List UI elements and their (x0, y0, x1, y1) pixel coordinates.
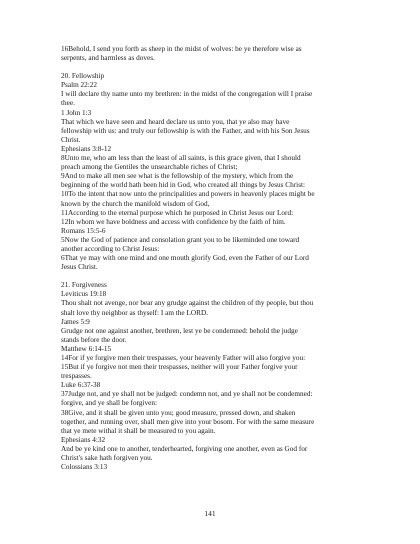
text-line: trespasses. (61, 372, 92, 381)
text-line: Christ's sake hath forgiven you. (61, 454, 153, 463)
text-line: serpents, and harmless as doves. (61, 54, 155, 63)
text-line: 21. Forgiveness (61, 281, 107, 290)
text-line: Ephesians 3:8-12 (61, 144, 112, 153)
text-line: beginning of the world hath been hid in God, who created all things by Jesus Christ: (61, 181, 306, 190)
text-line: 37Judge not, and ye shall not be judged: condemn not, and ye shall not be condemned: (61, 390, 313, 399)
text-line: 8Unto me, who am less than the least of all saints, is this grace given, that I should (61, 154, 301, 163)
text-line: Grudge not one against another, brethren, lest ye be condemned: behold the judge (61, 326, 298, 335)
text-line: And be ye kind one to another, tenderhearted, forgiving one another, even as God for (61, 444, 308, 453)
text-line: 20. Fellowship (61, 72, 105, 81)
text-line: preach among the Gentiles the unsearchable riches of Christ; (61, 163, 238, 172)
text-line: 9And to make all men see what is the fellowship of the mystery, which from the (61, 172, 294, 181)
text-line: known by the church the manifold wisdom of God, (61, 199, 210, 208)
text-line: another according to Christ Jesus: (61, 244, 160, 253)
text-line: 38Give, and it shall be given unto you; good measure, pressed down, and shaken (61, 408, 296, 417)
text-section (61, 45, 380, 63)
page-number: 141 (204, 509, 216, 518)
text-line: That which we have seen and heard declare us unto you, that ye also may have (61, 117, 290, 126)
text-line: I will declare thy name unto my brethren: in the midst of the congregation will I praise (61, 90, 313, 99)
text-line: forgive, and ye shall be forgiven: (61, 399, 157, 408)
text-line: fellowship with us: and truly our fellowship is with the Father, and with his Son Jesus (61, 126, 310, 135)
text-line: Psalm 22:22 (61, 81, 98, 90)
text-line: Jesus Christ. (61, 263, 98, 272)
text-line: 14For if ye forgive men their trespasses, your heavenly Father will also forgive you: (61, 354, 306, 362)
text-line: Thou shalt not avenge, nor bear any grudge against the children of thy people, but thou (61, 299, 314, 308)
text-line: James 5:9 (61, 317, 90, 326)
text-line: Christ. (61, 135, 81, 144)
text-line: 16Behold, I send you forth as sheep in the midst of wolves: be ye therefore wise as (61, 45, 302, 53)
text-section (61, 72, 380, 272)
text-line: Ephesians 4:32 (61, 435, 106, 444)
text-line: shalt love thy neighbor as thyself: I am the LORD. (61, 308, 208, 317)
text-line: 15But if ye forgive not men their trespasses, neither will your Father forgive your (61, 363, 298, 372)
text-line: 12In whom we have boldness and access with confidence by the faith of him. (61, 217, 286, 226)
page-body (61, 45, 380, 472)
text-line: Romans 15:5-6 (61, 226, 106, 235)
text-line: that ye mete withal it shall be measured to you again. (61, 426, 216, 435)
text-section (61, 281, 380, 472)
section-spacer (61, 272, 380, 281)
text-line: Matthew 6:14-15 (61, 344, 112, 353)
text-line: Luke 6:37-38 (61, 381, 101, 390)
text-line: Colossians 3:13 (61, 463, 108, 472)
text-line: 11According to the eternal purpose which he purposed in Christ Jesus our Lord: (61, 208, 294, 217)
text-line: 5Now the God of patience and consolation grant you to be likeminded one toward (61, 235, 300, 244)
text-line: stands before the door. (61, 335, 127, 344)
text-line: thee. (61, 99, 75, 108)
text-line: 6That ye may with one mind and one mouth glorify God, even the Father of our Lord (61, 254, 309, 263)
text-line: Leviticus 19:18 (61, 290, 107, 299)
section-spacer (61, 63, 380, 72)
text-line: together, and running over, shall men give into your bosom. For with the same measure (61, 417, 315, 426)
text-line: 1 John 1:3 (61, 108, 92, 117)
text-line: 10To the intent that now unto the principalities and powers in heavenly places might be (61, 190, 315, 199)
